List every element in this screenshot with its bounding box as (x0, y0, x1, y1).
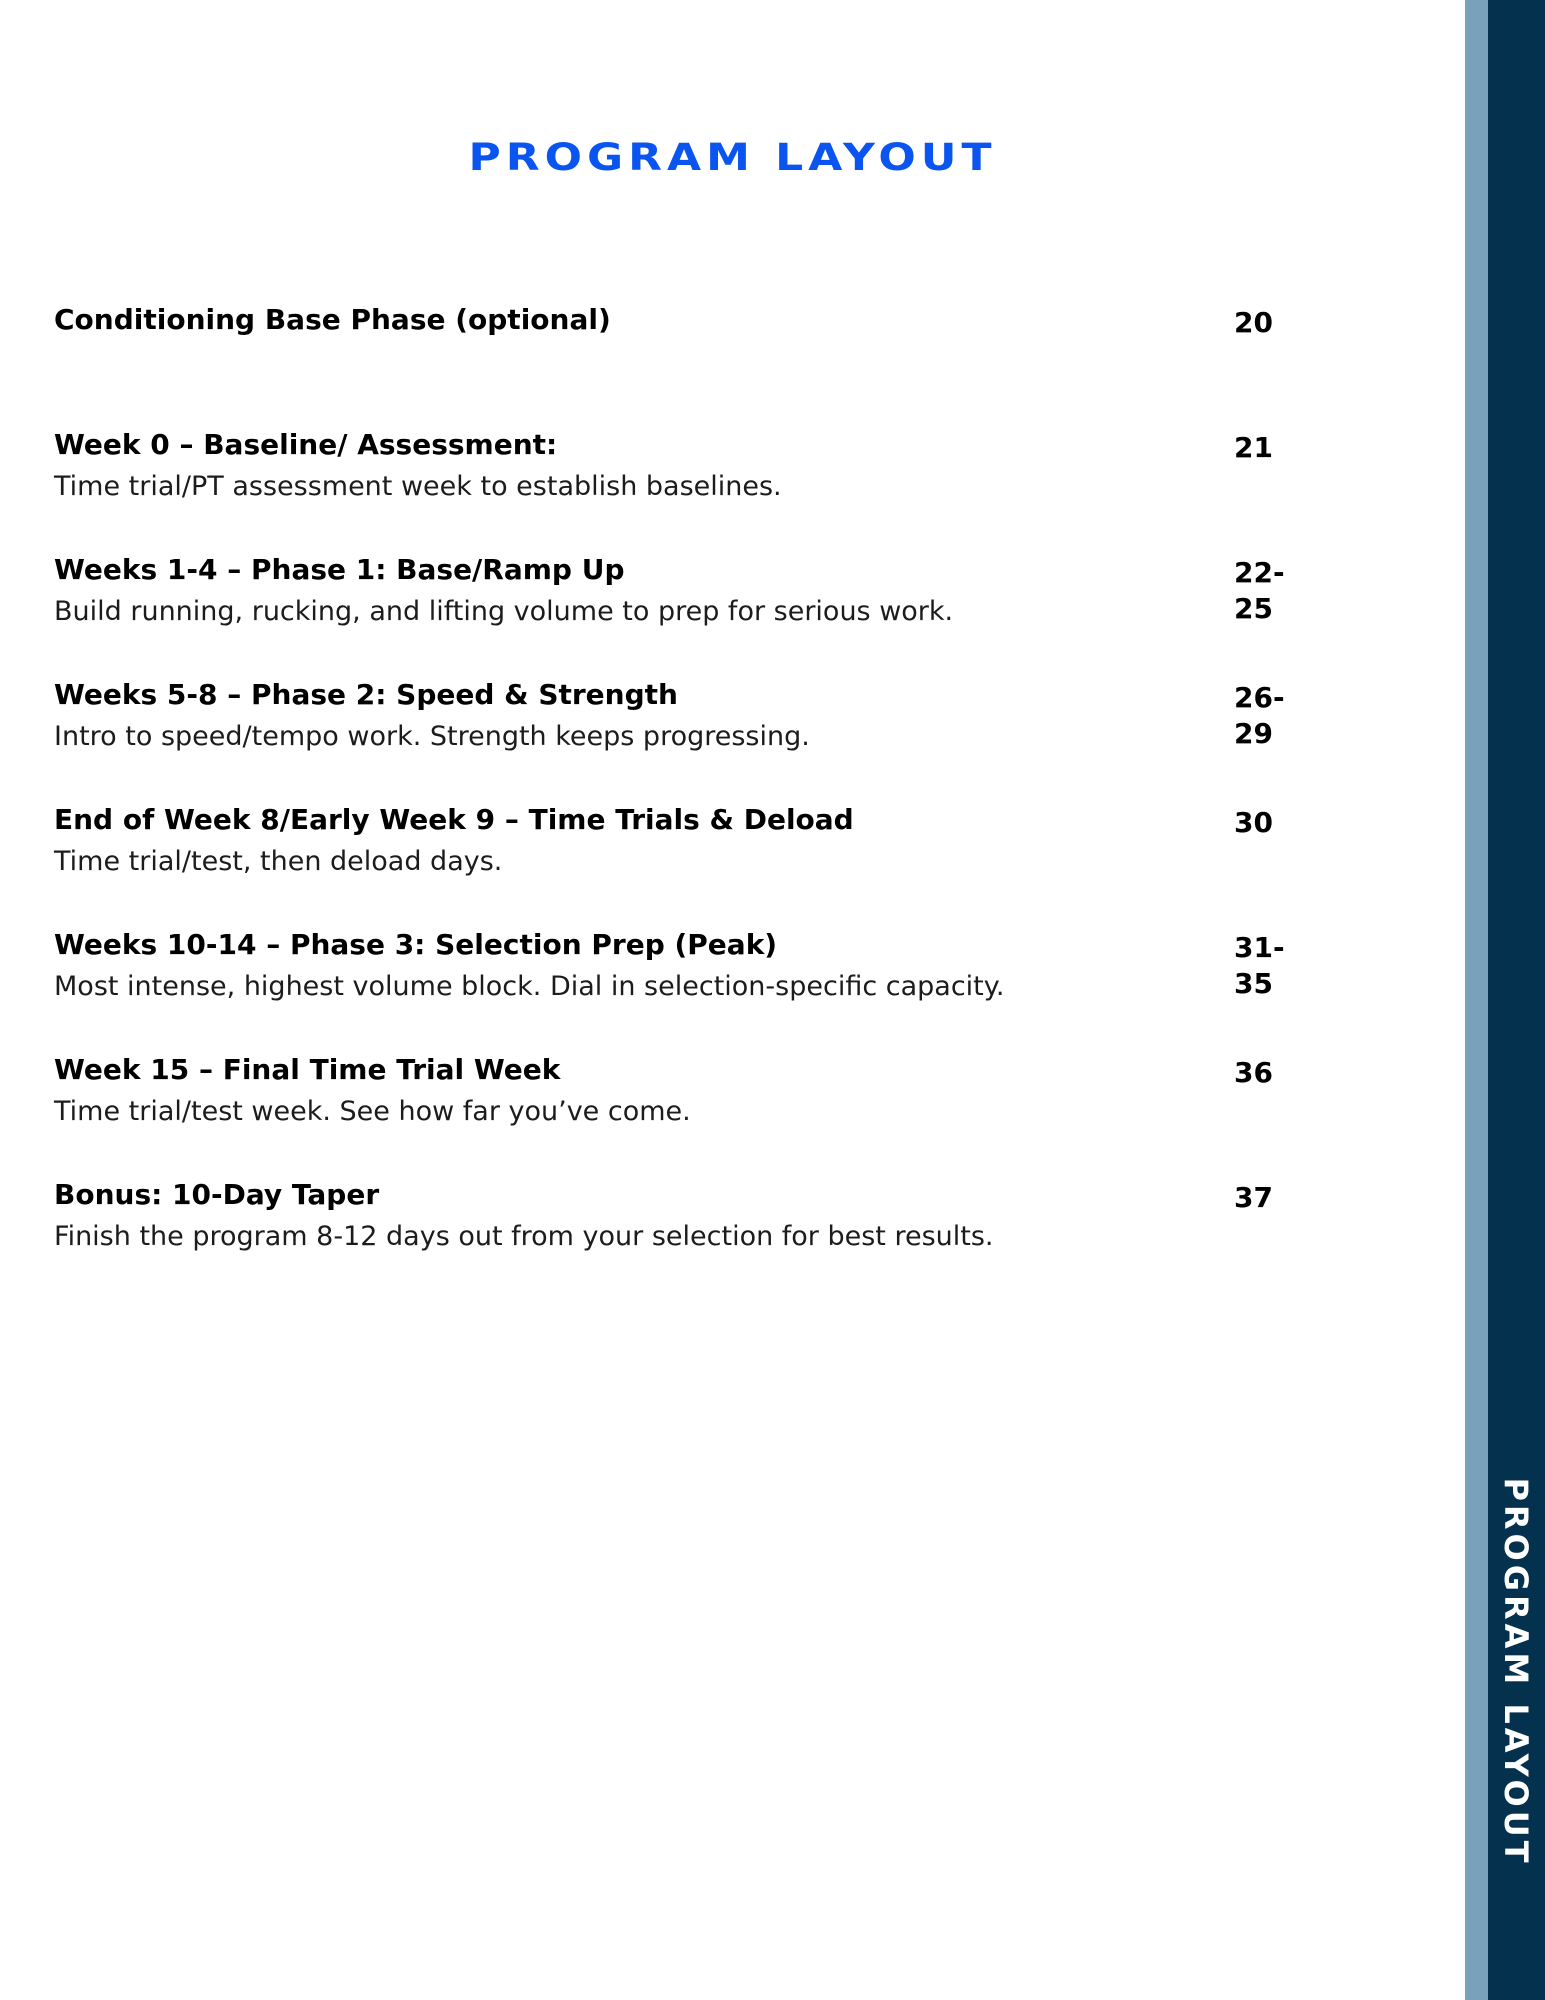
toc-entry-page: 30 (1234, 806, 1273, 839)
page-title: PROGRAM LAYOUT (468, 135, 997, 180)
toc-entry-title: Weeks 5-8 – Phase 2: Speed & Strength (54, 678, 678, 711)
side-band-light (1465, 0, 1488, 2000)
toc-entry-page: 22-25 (1234, 556, 1285, 625)
toc-entry-page: 21 (1234, 431, 1273, 464)
toc-entry-page: 26-29 (1234, 681, 1285, 750)
toc-entry-description: Build running, rucking, and lifting volume to prep for serious work. (54, 596, 954, 627)
toc-entry-description: Time trial/test, then deload days. (54, 846, 503, 877)
toc-entry-description: Time trial/PT assessment week to establish baselines. (54, 471, 782, 502)
toc-entry-conditioning (54, 302, 1314, 427)
toc-entry-bonus-taper (54, 1177, 1314, 1302)
toc-entry-title: Bonus: 10-Day Taper (54, 1178, 380, 1211)
toc-entry-phase-3 (54, 927, 1314, 1052)
toc-entry-title: Weeks 10-14 – Phase 3: Selection Prep (Peak) (54, 928, 778, 961)
toc-entry-description: Finish the program 8-12 days out from your selection for best results. (54, 1221, 994, 1252)
toc-entry-phase-1 (54, 552, 1314, 677)
toc-entry-page: 20 (1234, 306, 1273, 339)
toc-entry-description: Most intense, highest volume block. Dial in selection-specific capacity. (54, 971, 1005, 1002)
toc-entry-title: End of Week 8/Early Week 9 – Time Trials & Deload (54, 803, 854, 836)
toc-entry-time-trials (54, 802, 1314, 927)
toc-entry-title: Weeks 1-4 – Phase 1: Base/Ramp Up (54, 553, 625, 586)
toc-entry-page: 36 (1234, 1056, 1273, 1089)
table-of-contents (54, 302, 1314, 1302)
toc-entry-phase-2 (54, 677, 1314, 802)
toc-entry-description: Intro to speed/tempo work. Strength keeps progressing. (54, 721, 810, 752)
toc-entry-week-15 (54, 1052, 1314, 1177)
toc-entry-description: Time trial/test week. See how far you’ve come. (54, 1096, 691, 1127)
toc-entry-title: Conditioning Base Phase (optional) (54, 303, 611, 336)
toc-entry-title: Week 0 – Baseline/ Assessment: (54, 428, 558, 461)
toc-entry-title: Week 15 – Final Time Trial Week (54, 1053, 561, 1086)
toc-entry-page: 37 (1234, 1181, 1273, 1214)
toc-entry-week-0 (54, 427, 1314, 552)
side-tab-label: PROGRAM LAYOUT (1497, 1477, 1535, 1867)
toc-entry-page: 31-35 (1234, 931, 1285, 1000)
